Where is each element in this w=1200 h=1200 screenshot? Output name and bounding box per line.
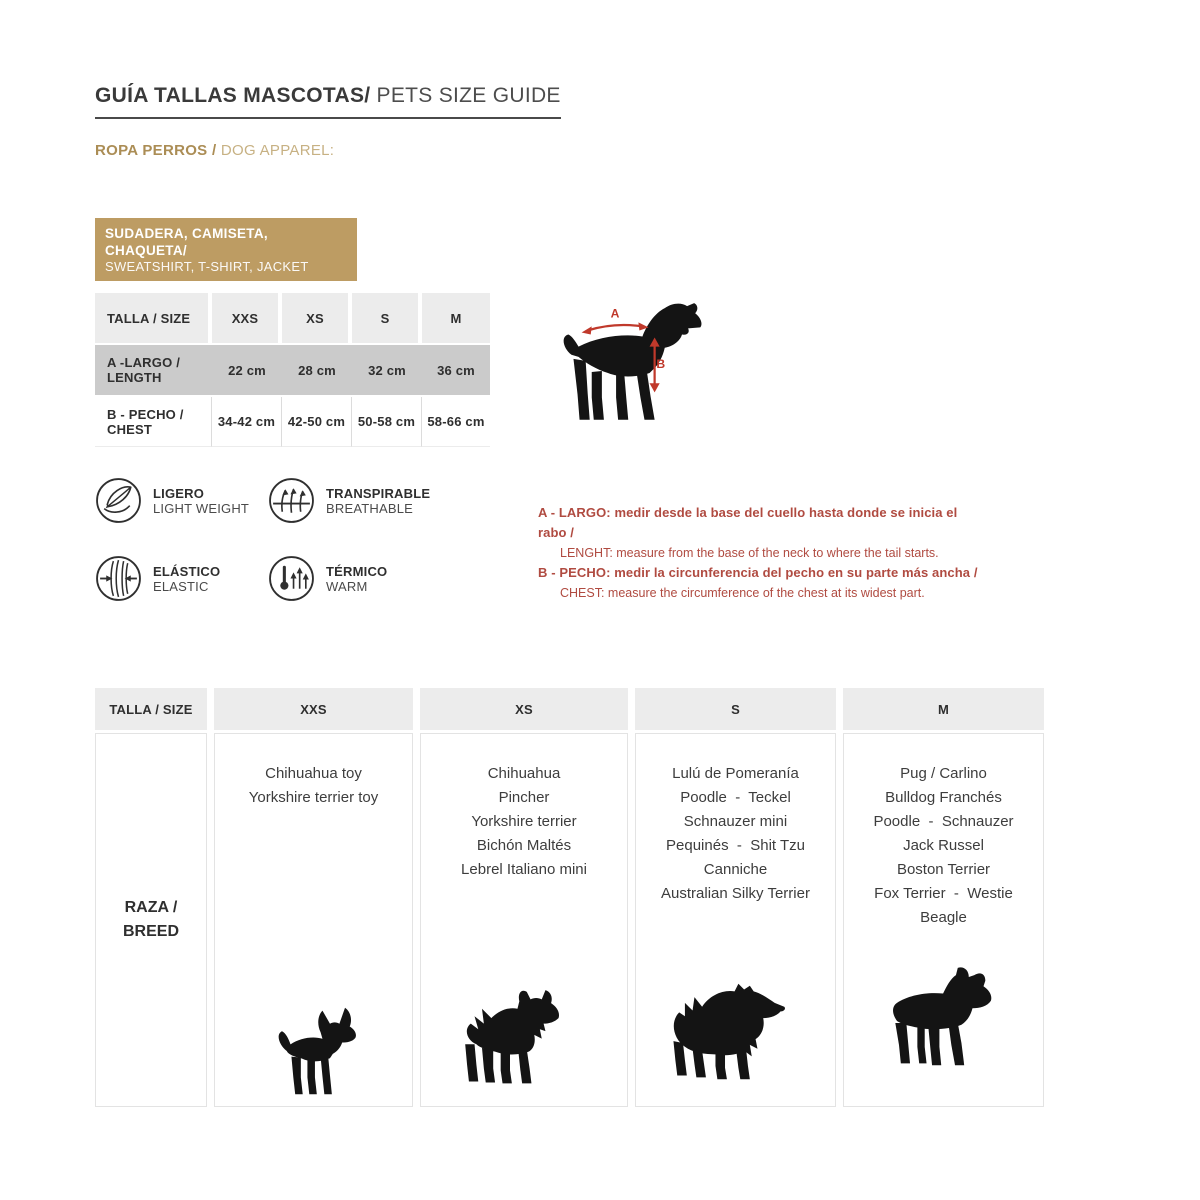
breed-name: Fox Terrier - Westie	[874, 885, 1013, 902]
breed-name: Boston Terrier	[896, 861, 991, 878]
note-length-es: A - LARGO: medir desde la base del cuello hasta donde se inicia el rabo /	[538, 505, 958, 540]
breed-table-header-cell: XXS	[214, 688, 413, 730]
length-value: 32 cm	[368, 362, 406, 378]
breed-name: Pequinés - Shit Tzu	[666, 837, 805, 854]
size-table-header-cell: S	[352, 293, 422, 343]
garment-type-banner	[95, 218, 357, 281]
breathable-icon	[268, 477, 315, 524]
subtitle-en: DOG APPAREL:	[220, 142, 335, 159]
breed-table-header	[95, 688, 1047, 730]
chest-value: 50-58 cm	[352, 397, 422, 447]
size-table-header-cell: XS	[282, 293, 352, 343]
size-table-row-length	[95, 345, 490, 395]
breed-list-xs	[421, 734, 627, 882]
breed-row-label-en: BREED	[122, 923, 179, 940]
breed-cell-xs	[420, 733, 628, 1107]
arrow-label-b: B	[656, 356, 666, 371]
feature-breathable	[268, 477, 468, 524]
breed-name: Beagle	[920, 909, 967, 926]
breed-name: Lulú de Pomeranía	[672, 765, 799, 782]
size-table-row-chest	[95, 397, 490, 447]
feature-lightweight	[95, 477, 268, 524]
pomeranian-silhouette	[662, 972, 810, 1092]
breed-name: Jack Russel	[903, 837, 984, 854]
feather-icon	[95, 477, 142, 524]
length-value: 28 cm	[298, 362, 336, 378]
feature-name-es: ELÁSTICO	[153, 563, 221, 579]
breed-table-header-cell: M	[843, 688, 1044, 730]
breed-cell-m	[843, 733, 1044, 1107]
breed-table-header-cell: TALLA / SIZE	[95, 688, 207, 730]
yorkshire-silhouette	[454, 986, 594, 1094]
arrow-label-a: A	[610, 306, 620, 321]
breed-list-s	[636, 734, 835, 906]
dog-measurement-diagram	[556, 298, 736, 440]
breed-cell-xxs	[214, 733, 413, 1107]
breed-table-header-cell: S	[635, 688, 836, 730]
banner-line-en: SWEATSHIRT, T-SHIRT, JACKET	[105, 259, 309, 274]
note-chest	[538, 563, 978, 603]
size-table-header-cell: XXS	[212, 293, 282, 343]
breed-name: Chihuahua	[487, 765, 561, 782]
breed-name: Bulldog Franchés	[885, 789, 1002, 806]
size-table-header	[95, 293, 490, 343]
subtitle-es: ROPA PERROS /	[95, 142, 221, 159]
chest-value: 42-50 cm	[282, 397, 352, 447]
breed-name: Yorkshire terrier toy	[248, 789, 379, 806]
feature-name-en: WARM	[326, 578, 368, 594]
breed-name: Yorkshire terrier	[471, 813, 577, 830]
row-label: A -LARGO / LENGTH	[107, 355, 181, 385]
feature-name-es: LIGERO	[153, 485, 205, 501]
measurement-notes	[538, 503, 978, 603]
breed-list-xxs	[215, 734, 412, 810]
breed-cell-s	[635, 733, 836, 1107]
length-value: 36 cm	[437, 362, 475, 378]
elastic-icon	[95, 555, 142, 602]
french-bulldog-silhouette	[875, 966, 1013, 1090]
chest-value: 34-42 cm	[212, 397, 282, 447]
size-table-header-cell: TALLA / SIZE	[95, 293, 212, 343]
feature-name-es: TÉRMICO	[326, 563, 388, 579]
feature-name-es: TRANSPIRABLE	[326, 485, 431, 501]
note-length-en: LENGHT: measure from the base of the neck to where the tail starts.	[560, 546, 939, 560]
breed-name: Poodle - Teckel	[680, 789, 791, 806]
feature-name-en: BREATHABLE	[326, 500, 414, 516]
note-length	[538, 503, 978, 563]
chihuahua-silhouette	[262, 1004, 366, 1098]
feature-warm	[268, 555, 468, 602]
page-title-es: GUÍA TALLAS MASCOTAS/	[95, 84, 371, 107]
breed-row-label-es: RAZA /	[124, 899, 178, 916]
note-chest-es: B - PECHO: medir la circunferencia del pecho en su parte más ancha /	[538, 565, 978, 580]
breed-name: Bichón Maltés	[476, 837, 572, 854]
feature-name-en: ELASTIC	[153, 578, 209, 594]
feature-elastic	[95, 555, 268, 602]
thermal-icon	[268, 555, 315, 602]
breed-name: Australian Silky Terrier	[661, 885, 810, 902]
breed-name: Canniche	[703, 861, 768, 878]
breed-name: Pincher	[498, 789, 550, 806]
section-subtitle	[95, 142, 334, 160]
size-table	[95, 293, 490, 447]
breed-name: Poodle - Schnauzer	[873, 813, 1014, 830]
feature-list	[95, 477, 468, 602]
breed-list-m	[844, 734, 1043, 930]
feature-name-en: LIGHT WEIGHT	[153, 500, 250, 516]
page-title-en: PETS SIZE GUIDE	[370, 84, 561, 107]
row-label: B - PECHO / CHEST	[95, 397, 212, 447]
breed-row-label	[95, 733, 207, 1107]
breed-name: Schnauzer mini	[683, 813, 788, 830]
note-chest-en: CHEST: measure the circumference of the chest at its widest part.	[560, 586, 925, 600]
breed-name: Lebrel Italiano mini	[461, 861, 587, 878]
length-value: 22 cm	[228, 362, 266, 378]
breed-name: Chihuahua toy	[265, 765, 362, 782]
breed-table-body	[95, 733, 1047, 1107]
labrador-silhouette	[556, 298, 736, 440]
size-table-header-cell: M	[422, 293, 490, 343]
breed-name: Pug / Carlino	[900, 765, 987, 782]
breed-table-header-cell: XS	[420, 688, 628, 730]
chest-value: 58-66 cm	[422, 397, 490, 447]
page-title	[95, 84, 561, 119]
breed-table	[95, 688, 1047, 1107]
banner-line-es: SUDADERA, CAMISETA, CHAQUETA/	[105, 226, 268, 258]
